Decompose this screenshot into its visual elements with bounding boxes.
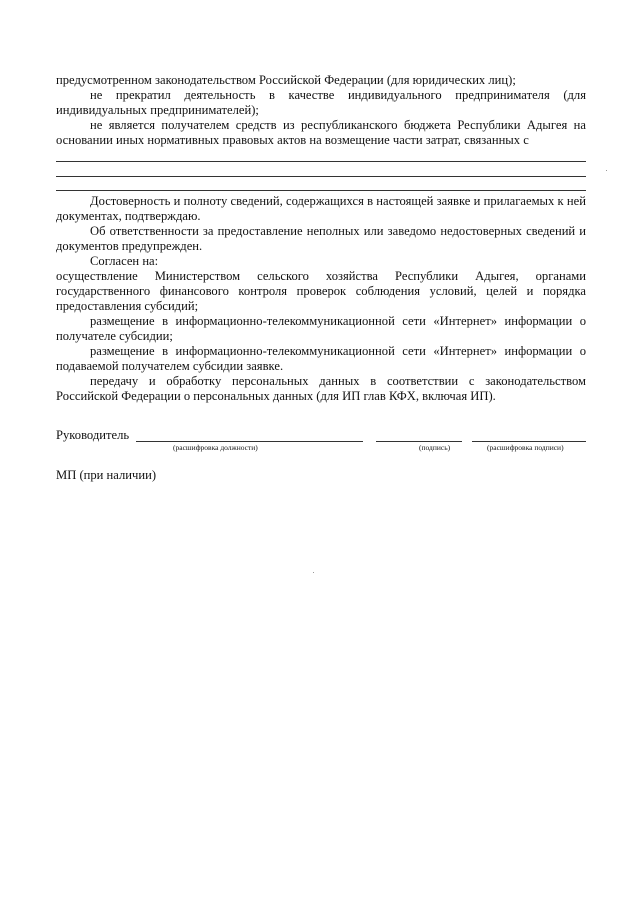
stamp-label: МП (при наличии) (56, 468, 157, 482)
blank-line-3 (56, 190, 586, 191)
paragraph-reliability: Достоверность и полноту сведений, содержащихся в настоящей заявке и прилагаемых к ней документах, подтверждаю. (56, 194, 586, 223)
paragraph-responsibility: Об ответственности за предоставление неполных или заведомо недостоверных сведений и документов предупрежден. (56, 224, 586, 253)
blank-line-2 (56, 176, 586, 177)
paragraph-law-continuation: предусмотренном законодательством Российской Федерации (для юридических лиц); (56, 73, 516, 87)
paragraph-personal-data: передачу и обработку персональных данных в соответствии с законодательством Российской Федерации о персональных данных (для ИП глав КФХ, включая ИП). (56, 374, 586, 403)
paragraph-publication-recipient: размещение в информационно-телекоммуникационной сети «Интернет» информации о получателе субсидии; (56, 314, 586, 343)
text-block-top (56, 73, 586, 148)
paragraph-inspections: осуществление Министерством сельского хозяйства Республики Адыгея, органами государственного финансового контроля проверок соблюдения условий, целей и порядка предоставления субсидий; (56, 269, 586, 313)
paragraph-not-recipient: не является получателем средств из республиканского бюджета Республики Адыгея на основании иных нормативных правовых актов на возмещение части затрат, связанных с (56, 118, 586, 147)
text-block-body (56, 194, 586, 404)
caption-position: (расшифровка должности) (173, 443, 258, 452)
caption-name: (расшифровка подписи) (487, 443, 564, 452)
scan-speck (606, 170, 607, 171)
paragraph-publication-application: размещение в информационно-телекоммуникационной сети «Интернет» информации о подаваемой получателем субсидии заявке. (56, 344, 586, 373)
paragraph-agree: Согласен на: (90, 254, 159, 268)
signature-line (376, 441, 462, 442)
scan-speck (313, 572, 314, 573)
paragraph-not-ceased: не прекратил деятельность в качестве индивидуального предпринимателя (для индивидуальных предпринимателей); (56, 88, 586, 117)
blank-line-1 (56, 161, 586, 162)
signature-label: Руководитель (56, 428, 130, 442)
caption-signature: (подпись) (419, 443, 451, 452)
name-line (472, 441, 586, 442)
position-line (136, 441, 363, 442)
